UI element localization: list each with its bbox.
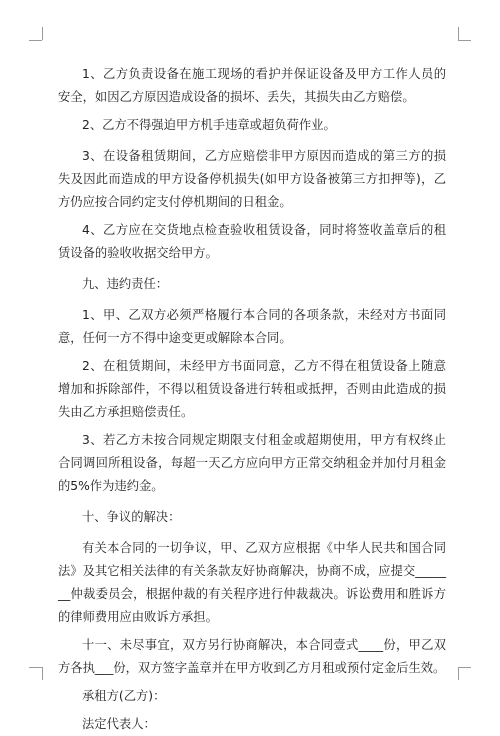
- section-heading-dispute: 十、争议的解决：: [82, 510, 181, 524]
- signature-lessee: 承租方(乙方)：: [82, 689, 166, 703]
- crop-mark-bottom-right-h: [458, 667, 471, 668]
- paragraph-breach-2: 2、在租赁期间，未经甲方书面同意，乙方不得在租赁设备上随意增加和拆除部件，不得以租赁设备进行转租或抵押，否则由此造成的损失由乙方承担赔偿责任。: [58, 359, 446, 419]
- paragraph-clause-3: 3、在设备租赁期间，乙方应赔偿非甲方原因而造成的第三方的损失及因此而造成的甲方设备停机损失(如甲方设备被第三方扣押等)，乙方仍应按合同约定支付停机期间的日租金。: [58, 149, 446, 209]
- paragraph-clause-1: 1、乙方负责设备在施工现场的看护并保证设备及甲方工作人员的安全，如因乙方原因造成设备的损坏、丢失，其损失由乙方赔偿。: [58, 67, 446, 104]
- paragraph-breach-1: 1、甲、乙双方必须严格履行本合同的各项条款，未经对方书面同意，任何一方不得中途变更或解除本合同。: [58, 308, 446, 345]
- crop-mark-bottom-left-h: [29, 667, 42, 668]
- section-heading-breach: 九、违约责任：: [82, 277, 169, 291]
- paragraph-clause-4: 4、乙方应在交货地点检查验收租赁设备，同时将签收盖章后的租赁设备的验收收据交给甲方。: [58, 223, 446, 260]
- crop-mark-top-right-h: [458, 40, 471, 41]
- document-body: [58, 63, 446, 736]
- crop-mark-bottom-left-v: [42, 667, 43, 680]
- crop-mark-top-left-h: [29, 40, 42, 41]
- paragraph-clause-2: 2、乙方不得强迫甲方机手违章或超负荷作业。: [82, 118, 336, 132]
- signature-legal-representative: 法定代表人：: [82, 717, 156, 731]
- paragraph-miscellaneous: 十一、未尽事宜，双方另行协商解决，本合同壹式____份，甲乙双方各执___份，双方签字盖章并在甲方收到乙方月租或预付定金后生效。: [58, 638, 446, 675]
- paragraph-breach-3: 3、若乙方未按合同规定期限支付租金或超期使用，甲方有权终止合同调回所租设备，每超一天乙方应向甲方正常交纳租金并加付月租金的5%作为违约金。: [58, 433, 446, 493]
- crop-mark-top-right-v: [458, 27, 459, 40]
- crop-mark-bottom-right-v: [458, 667, 459, 680]
- paragraph-dispute: 有关本合同的一切争议，甲、乙双方应根据《中华人民共和国合同法》及其它相关法律的有关条款友好协商解决，协商不成，应提交_______仲裁委员会，根据仲裁的有关程序进行仲裁裁决。诉讼费用和胜诉方的律师费用应由败诉方承担。: [58, 541, 446, 624]
- crop-mark-top-left-v: [42, 27, 43, 40]
